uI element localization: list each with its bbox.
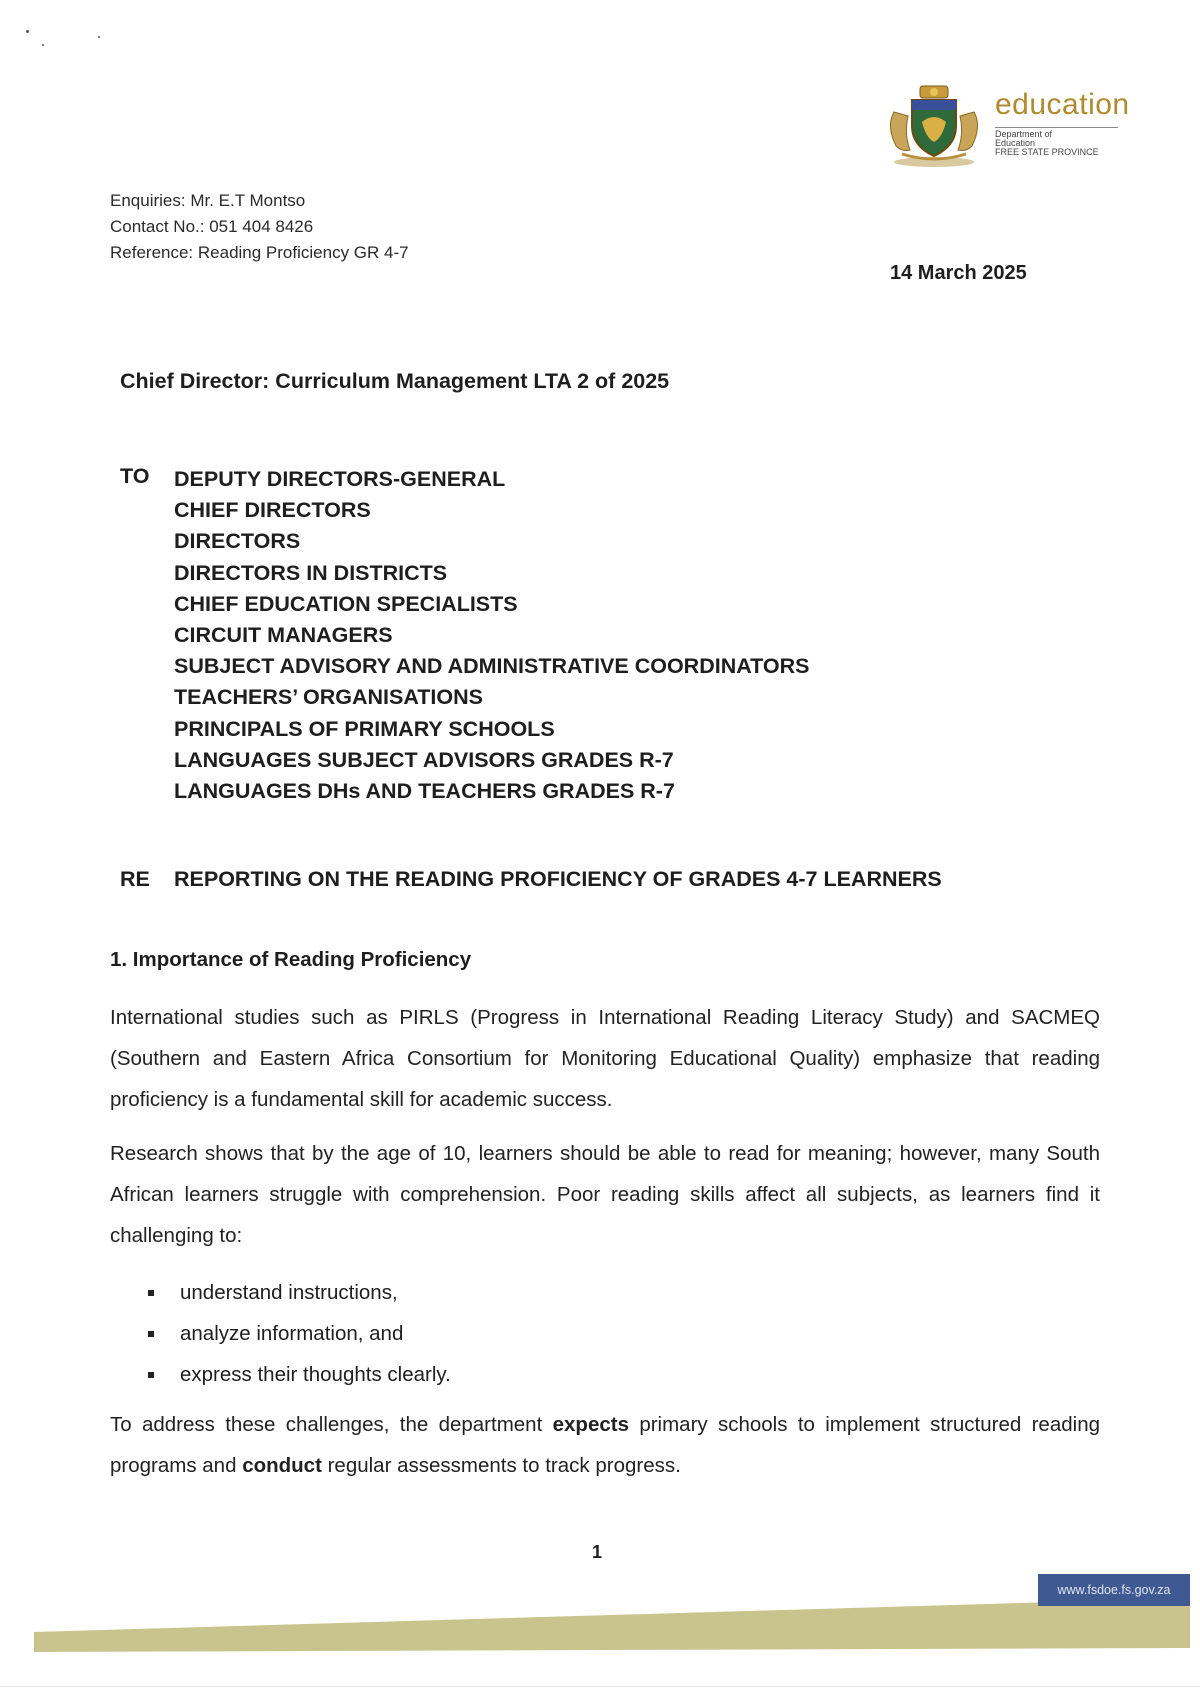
- letter-date: 14 March 2025: [890, 262, 1027, 284]
- page-bottom-edge: [0, 1686, 1200, 1687]
- re-label: RE: [120, 867, 150, 891]
- recipient-item: DIRECTORS: [174, 529, 301, 554]
- recipient-item: PRINCIPALS OF PRIMARY SCHOOLS: [174, 716, 555, 741]
- reference-line: Reference: Reading Proficiency GR 4-7: [110, 243, 409, 262]
- list-item-text: express their thoughts clearly.: [180, 1363, 451, 1386]
- logo-dept-line: Education: [995, 138, 1036, 148]
- scan-speck: [98, 36, 100, 38]
- emphasis-expects: expects: [552, 1413, 629, 1436]
- logo-dept-line: Department of: [995, 129, 1053, 139]
- contact-number-line: Contact No.: 051 404 8426: [110, 217, 314, 236]
- recipient-item: TEACHERS’ ORGANISATIONS: [174, 685, 483, 710]
- text-run: primary schools to implement structured reading programs and: [110, 1413, 1100, 1477]
- recipient-item: LANGUAGES DHs AND TEACHERS GRADES R-7: [174, 778, 675, 803]
- footer-website: www.fsdoe.fs.gov.za: [1057, 1583, 1171, 1597]
- bullet-square-icon: [148, 1290, 154, 1296]
- list-item-text: analyze information, and: [180, 1322, 404, 1345]
- logo-wordmark: education: [995, 88, 1130, 121]
- logo-province: FREE STATE PROVINCE: [995, 147, 1099, 157]
- department-logo: [882, 82, 1130, 168]
- contact-details: [110, 188, 409, 266]
- emphasis-conduct: conduct: [242, 1454, 322, 1477]
- text-run: regular assessments to track progress.: [321, 1454, 681, 1477]
- recipient-item: LANGUAGES SUBJECT ADVISORS GRADES R-7: [174, 747, 674, 772]
- scan-speck: [26, 30, 29, 33]
- letter-reference: Chief Director: Curriculum Management LTA 2 of 2025: [120, 369, 670, 393]
- bullet-square-icon: [148, 1372, 154, 1378]
- recipient-list: [174, 464, 810, 807]
- page-number: 1: [592, 1542, 603, 1562]
- recipient-item: CHIEF DIRECTORS: [174, 498, 371, 523]
- scan-speck: [42, 44, 44, 46]
- enquiries-line: Enquiries: Mr. E.T Montso: [110, 191, 306, 210]
- text-run: To address these challenges, the department: [110, 1413, 553, 1436]
- footer-band-shape: [34, 1598, 1190, 1652]
- list-item: [145, 1272, 451, 1313]
- recipient-item: CHIEF EDUCATION SPECIALISTS: [174, 591, 518, 616]
- recipient-item: DEPUTY DIRECTORS-GENERAL: [174, 467, 506, 491]
- recipient-item: CIRCUIT MANAGERS: [174, 622, 393, 647]
- coat-of-arms-icon: [882, 82, 986, 168]
- recipient-item: DIRECTORS IN DISTRICTS: [174, 560, 448, 585]
- subject-line: REPORTING ON THE READING PROFICIENCY OF GRADES 4-7 LEARNERS: [174, 867, 942, 891]
- challenge-list: [145, 1272, 451, 1395]
- paragraph-research: Research shows that by the age of 10, learners should be able to read for meaning; however, many South African learners struggle with comprehension. Poor reading skills affect all subjects, as learners find it challenging to:: [110, 1142, 1100, 1247]
- paragraph-department-expectations: [110, 1404, 1100, 1486]
- section-heading: 1. Importance of Reading Proficiency: [110, 948, 472, 971]
- to-label: TO: [120, 464, 150, 488]
- list-item: [145, 1313, 451, 1354]
- list-item-text: understand instructions,: [180, 1281, 398, 1304]
- recipient-item: SUBJECT ADVISORY AND ADMINISTRATIVE COORDINATORS: [174, 654, 810, 679]
- logo-divider: [995, 127, 1118, 128]
- paragraph-international-studies: International studies such as PIRLS (Progress in International Reading Literacy Study) and SACMEQ (Southern and Eastern Africa Consortium for Monitoring Educational Quality) emphasize that reading proficiency is a fundamental skill for academic success.: [110, 1006, 1100, 1111]
- bullet-square-icon: [148, 1331, 154, 1337]
- footer-band: [0, 1570, 1200, 1660]
- list-item: [145, 1354, 451, 1395]
